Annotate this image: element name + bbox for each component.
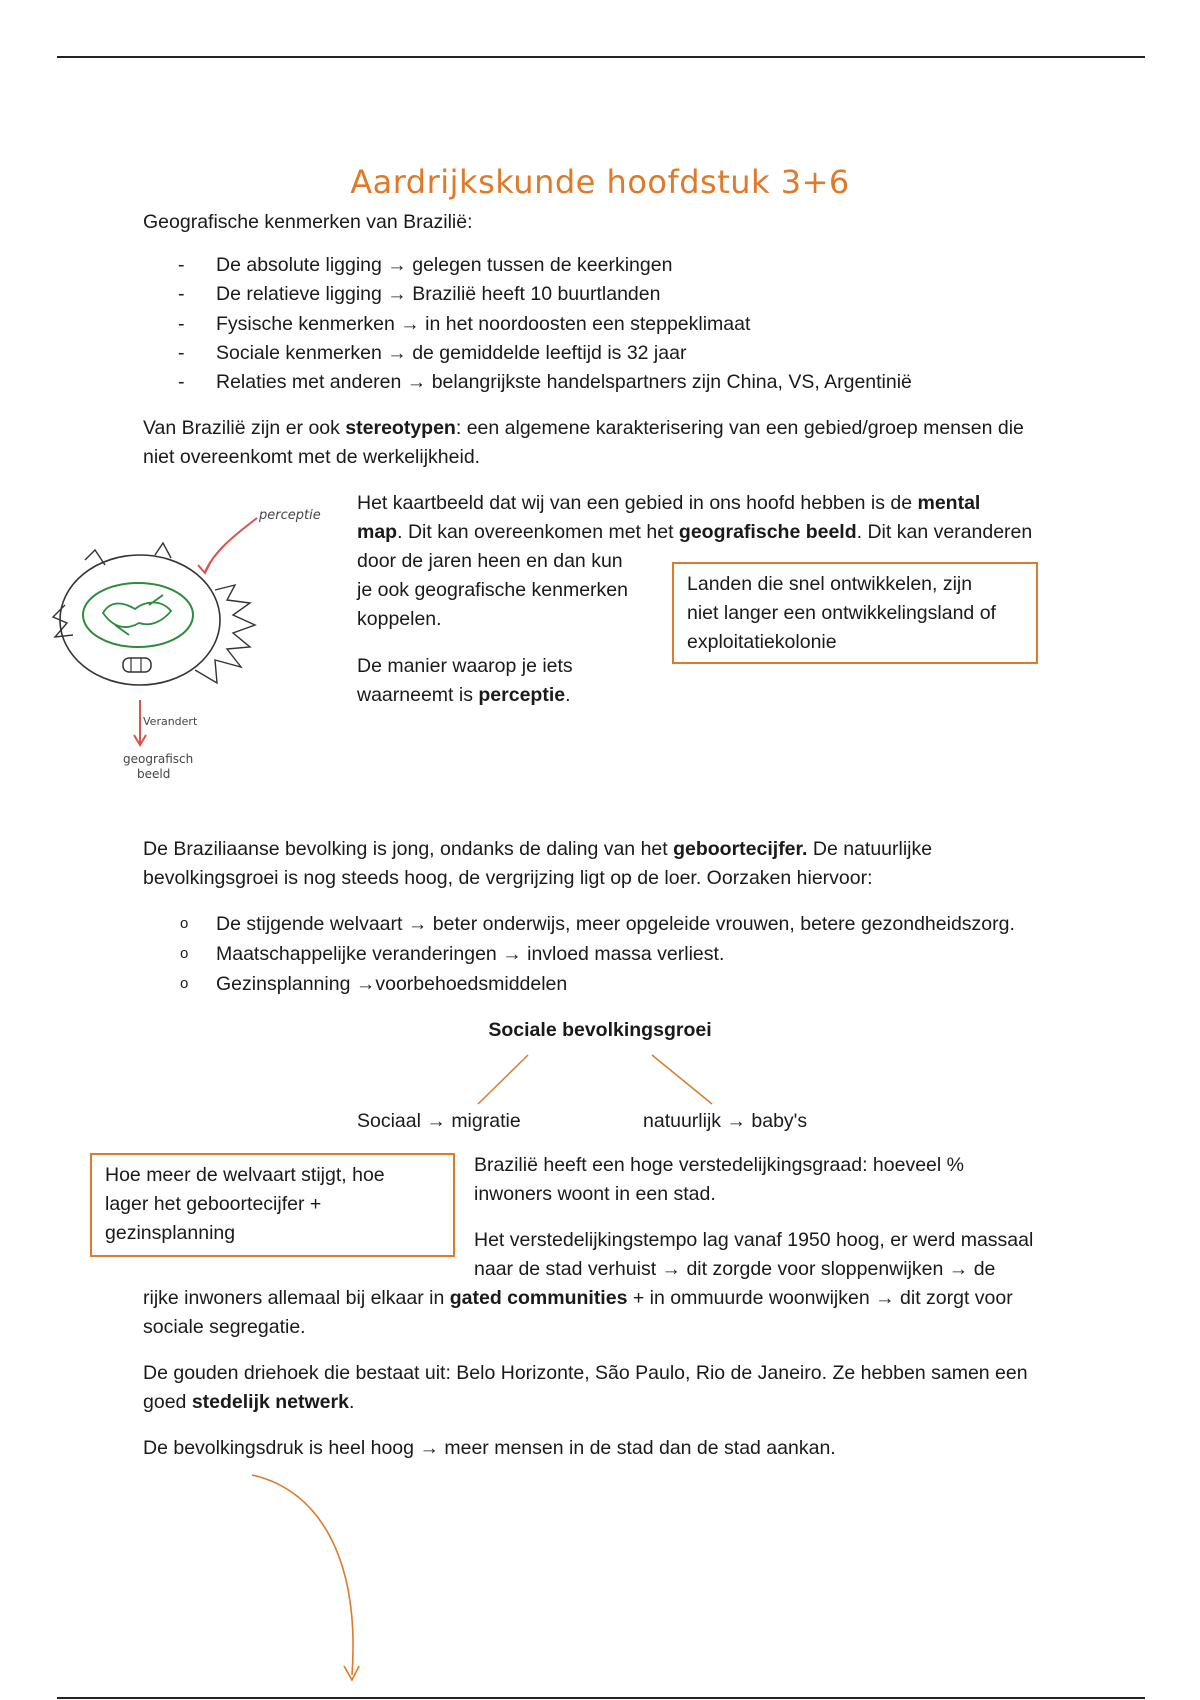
stereotype-paragraph: Van Brazilië zijn er ook stereotypen: een algemene karakterisering van een gebied/groep mensen die niet overeenkomt met de werkelijkheid. — [143, 417, 1024, 468]
list-item: - De absolute ligging → gelegen tussen de keerkingen — [178, 254, 673, 276]
list-item: - Fysische kenmerken → in het noordoosten een steppeklimaat — [178, 312, 751, 335]
intro-heading: Geografische kenmerken van Brazilië: — [143, 211, 473, 233]
mental-map-paragraph: Het kaartbeeld dat wij van een gebied in ons hoofd hebben is de mental map. Dit kan overeenkomen met het geografische beeld. Dit kan veranderen door de jaren heen en dan kun je ook geografische kenmerken koppelen. — [357, 492, 1033, 630]
urbanisation-paragraph-2a: Het verstedelijkingstempo lag vanaf 1950 hoog, er werd massaal naar de stad verhuist → dit zorgde voor sloppenwijken → de — [474, 1229, 1034, 1280]
list-item: - De relatieve ligging → Brazilië heeft 10 buurtlanden — [178, 283, 661, 306]
mouth — [123, 658, 151, 672]
list-item: o Maatschappelijke veranderingen → invloed massa verliest. — [180, 943, 725, 965]
welfare-note-box: Hoe meer de welvaart stijgt, hoe lager het geboortecijfer + gezinsplanning — [90, 1153, 455, 1257]
pressure-paragraph: De bevolkingsdruk is heel hoog → meer mensen in de stad dan de stad aankan. — [143, 1437, 836, 1459]
characteristics-list — [178, 251, 912, 397]
list-item: o Gezinsplanning →voorbehoedsmiddelen — [180, 973, 568, 995]
perception-label: perceptie — [259, 508, 321, 523]
growth-right-node: natuurlijk → baby's — [643, 1110, 808, 1132]
list-item: o De stijgende welvaart → beter onderwijs, meer opgeleide vrouwen, betere gezondheidszorg. — [180, 913, 1015, 935]
page-title: Aardrijkskunde hoofdstuk 3+6 — [350, 163, 850, 201]
top-rule — [57, 56, 1145, 58]
population-paragraph: De Braziliaanse bevolking is jong, ondanks de daling van het geboortecijfer. De natuurlijke bevolkingsgroei is nog steeds hoog, de vergrijzing ligt op de loer. Oorzaken hiervoor: — [143, 838, 933, 889]
perception-arrow — [205, 518, 257, 572]
list-item: - Relaties met anderen → belangrijkste handelspartners zijn China, VS, Argentinië — [178, 371, 912, 394]
brain-outline — [83, 583, 193, 647]
causes-list — [178, 909, 1015, 999]
curved-arrow — [240, 1470, 440, 1700]
geo-label-2: beeld — [137, 767, 171, 781]
growth-diagram-title: Sociale bevolkingsgroei — [488, 1019, 712, 1041]
geo-label-1: geografisch — [123, 752, 194, 766]
growth-left-node: Sociaal → migratie — [357, 1110, 521, 1132]
urbanisation-paragraph-2b: rijke inwoners allemaal bij elkaar in gated communities + in ommuurde woonwijken → dit zorgt voor sociale segregatie. — [143, 1287, 1013, 1338]
list-item: - Sociale kenmerken → de gemiddelde leeftijd is 32 jaar — [178, 341, 687, 364]
changes-label: Verandert — [143, 715, 198, 728]
map-scribble — [103, 595, 171, 635]
urbanisation-paragraph-1: Brazilië heeft een hoge verstedelijkingsgraad: hoeveel % inwoners woont in een stad. — [474, 1154, 964, 1205]
development-note-box: Landen die snel ontwikkelen, zijn niet langer een ontwikkelingsland of exploitatiekolonie — [672, 562, 1038, 664]
growth-diagram-lines — [0, 1052, 1200, 1122]
perception-paragraph: De manier waarop je iets waarneemt is perceptie. — [357, 655, 573, 706]
mental-map-sketch — [45, 495, 335, 805]
bottom-rule — [57, 1697, 1145, 1699]
golden-triangle-paragraph: De gouden driehoek die bestaat uit: Belo Horizonte, São Paulo, Rio de Janeiro. Ze hebben samen een goed stedelijk netwerk. — [143, 1362, 1028, 1413]
